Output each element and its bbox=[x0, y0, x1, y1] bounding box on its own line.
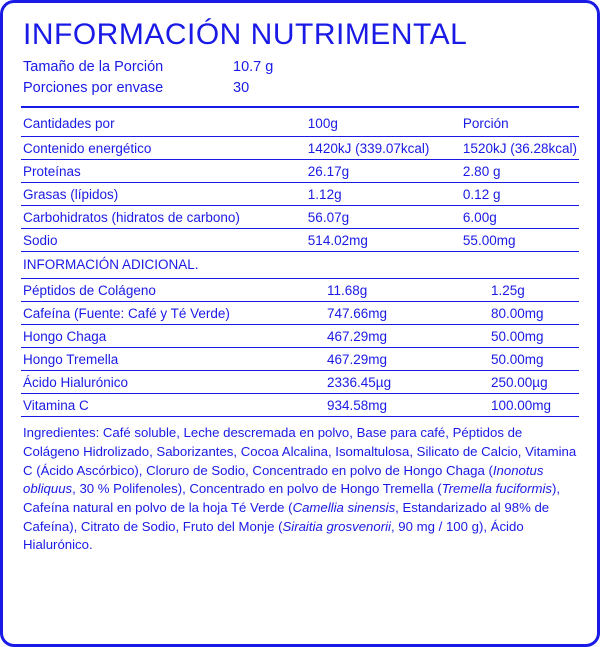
table-header-row bbox=[21, 113, 579, 137]
row-name: Hongo Chaga bbox=[21, 325, 325, 348]
table-row bbox=[21, 325, 579, 348]
table-row bbox=[21, 206, 579, 229]
row-value-portion: 1520kJ (36.28kcal) bbox=[461, 137, 579, 160]
row-name: Ácido Hialurónico bbox=[21, 371, 325, 394]
row-value-100g: 26.17g bbox=[306, 160, 461, 183]
page-title: INFORMACIÓN NUTRIMENTAL bbox=[23, 18, 468, 51]
row-value-portion: 6.00g bbox=[461, 206, 579, 229]
row-value-100g: 11.68g bbox=[325, 279, 489, 302]
table-row bbox=[21, 183, 579, 206]
row-value-portion: 50.00mg bbox=[489, 348, 579, 371]
row-value-100g: 2336.45µg bbox=[325, 371, 489, 394]
ingredients-italic-4: Siraitia grosvenorii bbox=[282, 518, 391, 534]
nutrition-table bbox=[21, 113, 579, 253]
row-value-100g: 467.29mg bbox=[325, 348, 489, 371]
ingredients-part-4: , Estandarizado al 98% de Cafeína), Citrato de Sodio, Fruto del Monje ( bbox=[23, 499, 550, 534]
row-value-100g: 1.12g bbox=[306, 183, 461, 206]
row-value-portion: 50.00mg bbox=[489, 325, 579, 348]
row-value-100g: 747.66mg bbox=[325, 302, 489, 325]
ingredients-text bbox=[21, 417, 579, 555]
ingredients-part-2: , 30 % Polifenoles), Concentrado en polvo de Hongo Tremella ( bbox=[72, 481, 442, 497]
row-value-portion: 1.25g bbox=[489, 279, 579, 302]
row-name: Hongo Tremella bbox=[21, 348, 325, 371]
row-value-portion: 55.00mg bbox=[461, 229, 579, 252]
ingredients-part-1: Ingredientes: Café soluble, Leche descremada en polvo, Base para café, Péptidos de Colágeno Hidrolizado, Saborizantes, Cocoa Alcalina, Isomaltulosa, Silicato de Calcio, Vitamina C (Ácido Ascórbico), Cloruro de Sodio, Concentrado en polvo de Hongo Chaga ( bbox=[23, 425, 577, 478]
row-value-100g: 56.07g bbox=[306, 206, 461, 229]
row-name: Vitamina C bbox=[21, 394, 325, 417]
servings-per-container-row bbox=[23, 78, 579, 99]
serving-size-label: Tamaño de la Porción bbox=[23, 58, 164, 75]
table-row bbox=[21, 348, 579, 371]
ingredients-italic-1: Inonotus obliquus bbox=[23, 462, 544, 497]
table-row bbox=[21, 229, 579, 252]
table-row bbox=[21, 302, 579, 325]
serving-size-value: 10.7 g bbox=[233, 58, 274, 75]
row-value-portion: 250.00µg bbox=[489, 371, 579, 394]
table-row bbox=[21, 279, 579, 302]
ingredients-part-3: ), Cafeína natural en polvo de la hoja Té Verde ( bbox=[23, 481, 561, 515]
serving-info bbox=[23, 57, 579, 99]
additional-info-label: INFORMACIÓN ADICIONAL. bbox=[23, 257, 199, 273]
row-value-portion: 0.12 g bbox=[461, 183, 579, 206]
row-name: Cafeína (Fuente: Café y Té Verde) bbox=[21, 302, 325, 325]
row-value-100g: 1420kJ (339.07kcal) bbox=[306, 137, 461, 160]
row-name: Sodio bbox=[21, 229, 306, 252]
row-name: Proteínas bbox=[21, 160, 306, 183]
row-name: Carbohidratos (hidratos de carbono) bbox=[21, 206, 306, 229]
table-row bbox=[21, 394, 579, 417]
servings-per-container-label: Porciones por envase bbox=[23, 79, 164, 96]
header-amounts-per: Cantidades por bbox=[23, 116, 115, 132]
table-row bbox=[21, 371, 579, 394]
row-name: Péptidos de Colágeno bbox=[21, 279, 325, 302]
row-value-100g: 467.29mg bbox=[325, 325, 489, 348]
additional-info-table bbox=[21, 278, 579, 417]
ingredients-part-5: , 90 mg / 100 g), Ácido Hialurónico. bbox=[23, 518, 524, 553]
divider-top bbox=[21, 106, 579, 108]
header-per-portion: Porción bbox=[462, 116, 509, 132]
servings-per-container-value: 30 bbox=[233, 79, 250, 96]
row-value-100g: 514.02mg bbox=[306, 229, 461, 252]
row-value-100g: 934.58mg bbox=[325, 394, 489, 417]
row-value-portion: 2.80 g bbox=[461, 160, 579, 183]
table-row bbox=[21, 160, 579, 183]
serving-size-row bbox=[23, 57, 579, 78]
row-value-portion: 80.00mg bbox=[489, 302, 579, 325]
row-value-portion: 100.00mg bbox=[489, 394, 579, 417]
header-per-100g: 100g bbox=[307, 116, 338, 132]
table-row bbox=[21, 137, 579, 160]
ingredients-italic-2: Tremella fuciformis bbox=[441, 481, 552, 497]
row-name: Grasas (lípidos) bbox=[21, 183, 306, 206]
ingredients-italic-3: Camellia sinensis bbox=[292, 499, 396, 515]
row-name: Contenido energético bbox=[21, 137, 306, 160]
